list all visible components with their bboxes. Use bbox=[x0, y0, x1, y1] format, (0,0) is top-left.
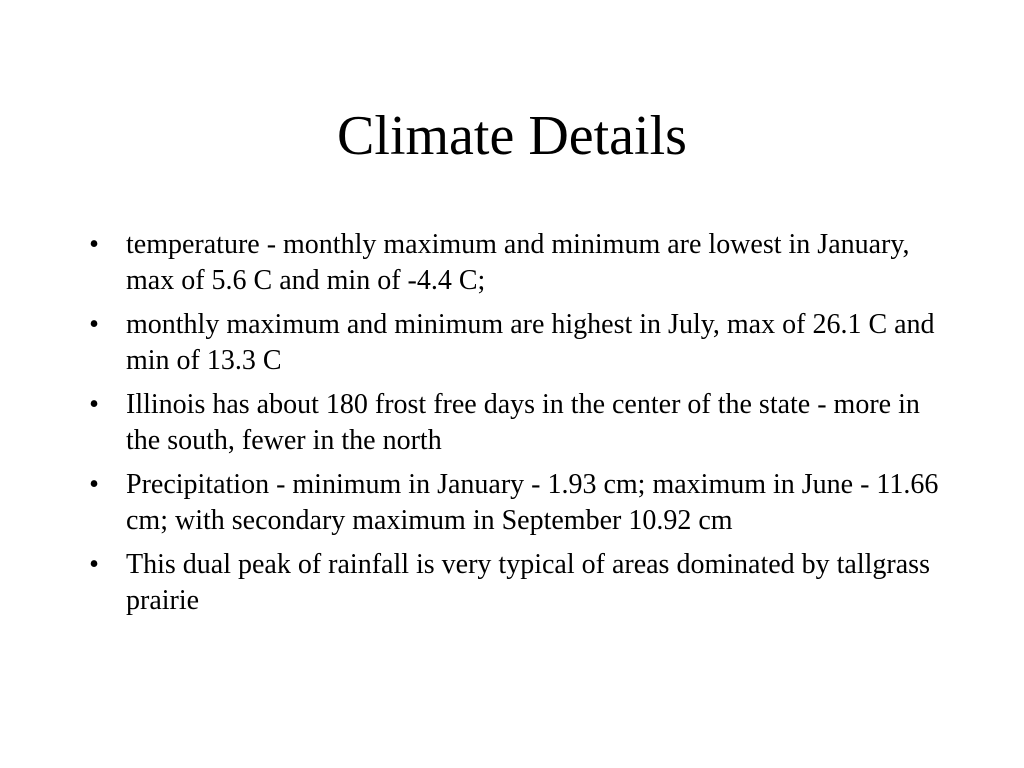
bullet-item-dual-peak-rainfall bbox=[84, 547, 944, 619]
bullet-marker: • bbox=[89, 389, 99, 420]
bullet-text: Precipitation - minimum in January - 1.93 cm; maximum in June - 11.66 cm; with secondary maximum in September 10.92 cm bbox=[126, 469, 939, 536]
bullet-marker: • bbox=[89, 549, 99, 580]
bullet-item-temperature-january bbox=[84, 227, 944, 299]
bullet-marker: • bbox=[89, 309, 99, 340]
bullet-marker: • bbox=[89, 469, 99, 500]
bullet-item-frost-free-days bbox=[84, 387, 944, 459]
bullet-item-precipitation bbox=[84, 467, 944, 539]
bullet-text: monthly maximum and minimum are highest in July, max of 26.1 C and min of 13.3 C bbox=[126, 309, 935, 376]
bullet-list bbox=[84, 227, 944, 627]
slide-title: Climate Details bbox=[337, 105, 687, 167]
bullet-marker: • bbox=[89, 229, 99, 260]
bullet-text: temperature - monthly maximum and minimum are lowest in January, max of 5.6 C and min of -4.4 C; bbox=[126, 229, 910, 296]
bullet-item-temperature-july bbox=[84, 307, 944, 379]
bullet-text: Illinois has about 180 frost free days in the center of the state - more in the south, fewer in the north bbox=[126, 389, 920, 456]
bullet-text: This dual peak of rainfall is very typical of areas dominated by tallgrass prairie bbox=[126, 549, 930, 616]
